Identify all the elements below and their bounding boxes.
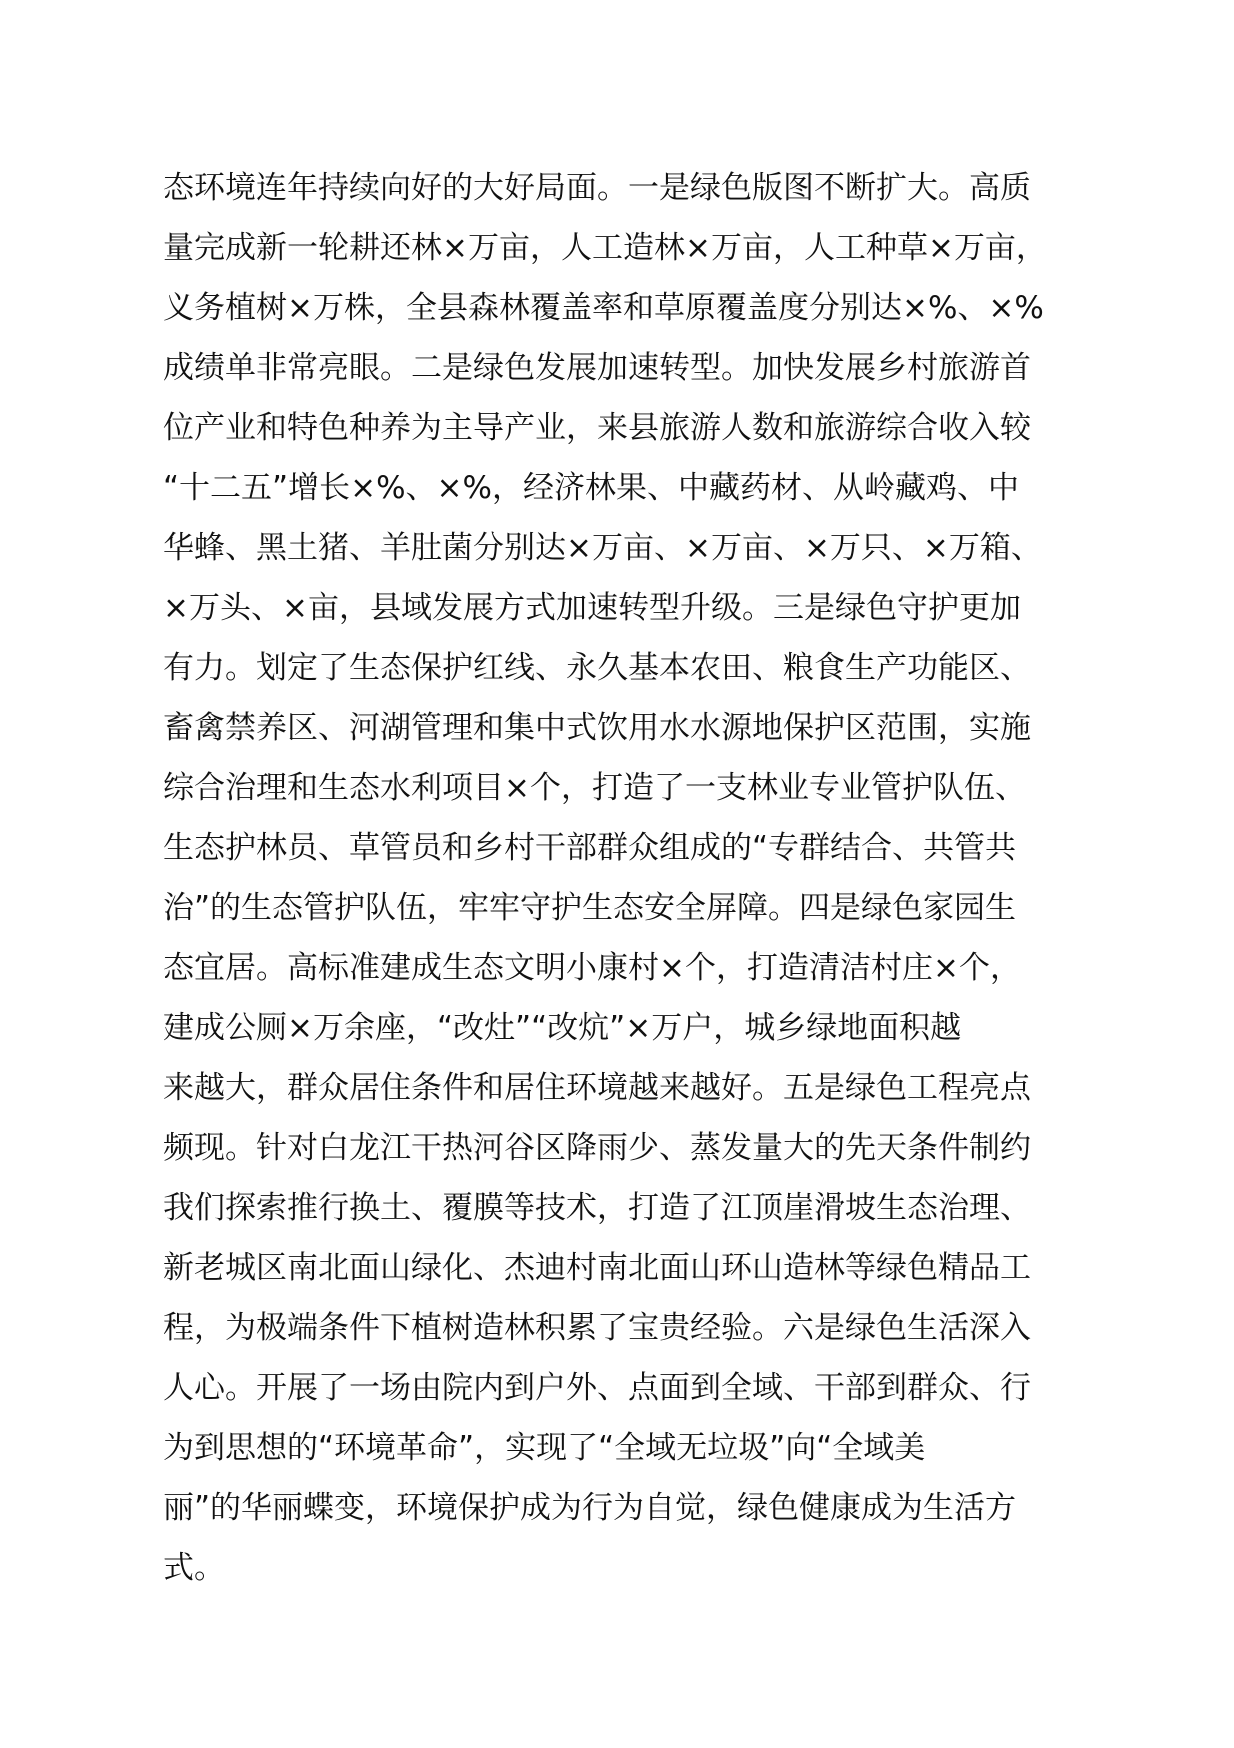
text-line: 治”的生态管护队伍，牢牢守护生态安全屏障。四是绿色家园生 xyxy=(163,890,1017,926)
text-line: 华蜂、黑土猪、羊肚菌分别达×万亩、×万亩、×万只、×万箱、 xyxy=(163,530,1042,566)
body-paragraph xyxy=(163,158,1123,1598)
text-line: 来越大，群众居住条件和居住环境越来越好。五是绿色工程亮点 xyxy=(163,1070,1031,1106)
text-line: 综合治理和生态水利项目×个，打造了一支林业专业管护队伍、 xyxy=(163,770,1026,806)
text-line: 程，为极端条件下植树造林积累了宝贵经验。六是绿色生活深入 xyxy=(163,1310,1031,1346)
text-line: 位产业和特色种养为主导产业，来县旅游人数和旅游综合收入较 xyxy=(163,410,1031,446)
text-line: 人心。开展了一场由院内到户外、点面到全域、干部到群众、行 xyxy=(163,1370,1031,1406)
text-line: 义务植树×万株，全县森林覆盖率和草原覆盖度分别达×%、×% xyxy=(163,290,1044,326)
text-line: 量完成新一轮耕还林×万亩，人工造林×万亩，人工种草×万亩， xyxy=(163,230,1047,266)
text-line: 为到思想的“环境革命”，实现了“全域无垃圾”向“全域美 xyxy=(163,1430,926,1466)
text-line: 生态护林员、草管员和乡村干部群众组成的“专群结合、共管共 xyxy=(163,830,1017,866)
text-line: 有力。划定了生态保护红线、永久基本农田、粮食生产功能区、 xyxy=(163,650,1031,686)
text-line: 丽”的华丽蝶变，环境保护成为行为自觉，绿色健康成为生活方 xyxy=(163,1490,1017,1526)
text-line: 畜禽禁养区、河湖管理和集中式饮用水水源地保护区范围，实施 xyxy=(163,710,1031,746)
text-line: 新老城区南北面山绿化、杰迪村南北面山环山造林等绿色精品工 xyxy=(163,1250,1031,1286)
text-line: 建成公厕×万余座，“改灶”“改炕”×万户，城乡绿地面积越 xyxy=(163,1010,962,1046)
text-line: 成绩单非常亮眼。二是绿色发展加速转型。加快发展乡村旅游首 xyxy=(163,350,1031,386)
text-line: “十二五”增长×%、×%，经济林果、中藏药材、从岭藏鸡、中 xyxy=(163,470,1019,506)
text-line: 式。 xyxy=(163,1550,225,1586)
text-line: ×万头、×亩，县域发展方式加速转型升级。三是绿色守护更加 xyxy=(163,590,1021,626)
text-line: 态环境连年持续向好的大好局面。一是绿色版图不断扩大。高质 xyxy=(163,170,1031,206)
text-line: 频现。针对白龙江干热河谷区降雨少、蒸发量大的先天条件制约 xyxy=(163,1130,1031,1166)
text-line: 我们探索推行换土、覆膜等技术，打造了江顶崖滑坡生态治理、 xyxy=(163,1190,1031,1226)
text-line: 态宜居。高标准建成生态文明小康村×个，打造清洁村庄×个， xyxy=(163,950,1021,986)
